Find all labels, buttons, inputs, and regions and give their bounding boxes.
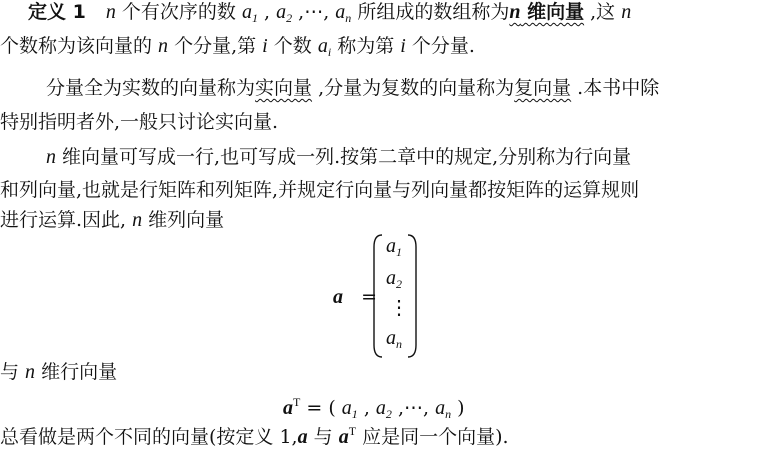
definition-line-2: 个数称为该向量的 n 个分量,第 i 个数 $a_i$ 称为第 i 个分量. (0, 35, 475, 59)
column-vector-matrix (372, 233, 418, 359)
paragraph-3-line-2: 和列向量,也就是行矩阵和列矩阵,并规定行向量与列向量都按矩阵的运算规则 (0, 179, 640, 201)
term-real-vector: 实向量 (255, 77, 313, 99)
paragraph-3-line-1: n 维向量可写成一行,也可写成一列.按第二章中的规定,分别称为行向量 (46, 146, 632, 168)
definition-label: 定义 1 (28, 1, 86, 23)
matrix-entry-2: $a_2$ (386, 267, 402, 291)
term-complex-vector: 复向量 (514, 77, 572, 99)
paragraph-2-line-1: 分量全为实数的向量称为实向量 ,分量为复数的向量称为复向量 .本书中除 (46, 77, 660, 99)
matrix-entry-n: $a_n$ (386, 327, 402, 351)
paragraph-4: 与 n 维行向量 (0, 361, 118, 383)
paragraph-2-line-2: 特别指明者外,一般只讨论实向量. (0, 111, 279, 133)
row-vector-equation: $a^T$ = ( $a_1$ , $a_2$ ,⋯, $a_n$ ) (283, 395, 465, 421)
matrix-entry-1: $a_1$ (386, 235, 402, 259)
column-vector-lhs: a = (333, 286, 378, 308)
matrix-entry-dots: ⋮ (389, 297, 409, 319)
term-n-dim-vector: n 维向量 (509, 1, 585, 23)
paragraph-5: 总看做是两个不同的向量(按定义 1,a 与 $a^T$ 应是同一个向量). (0, 424, 509, 448)
paragraph-3-line-3: 进行运算.因此, n 维列向量 (0, 209, 225, 231)
definition-line-1: 定义 1 n 个有次序的数 $a_1$ , $a_2$ ,⋯, $a_n$ 所组成的数组称为n 维向量 ,这 n (28, 1, 632, 25)
